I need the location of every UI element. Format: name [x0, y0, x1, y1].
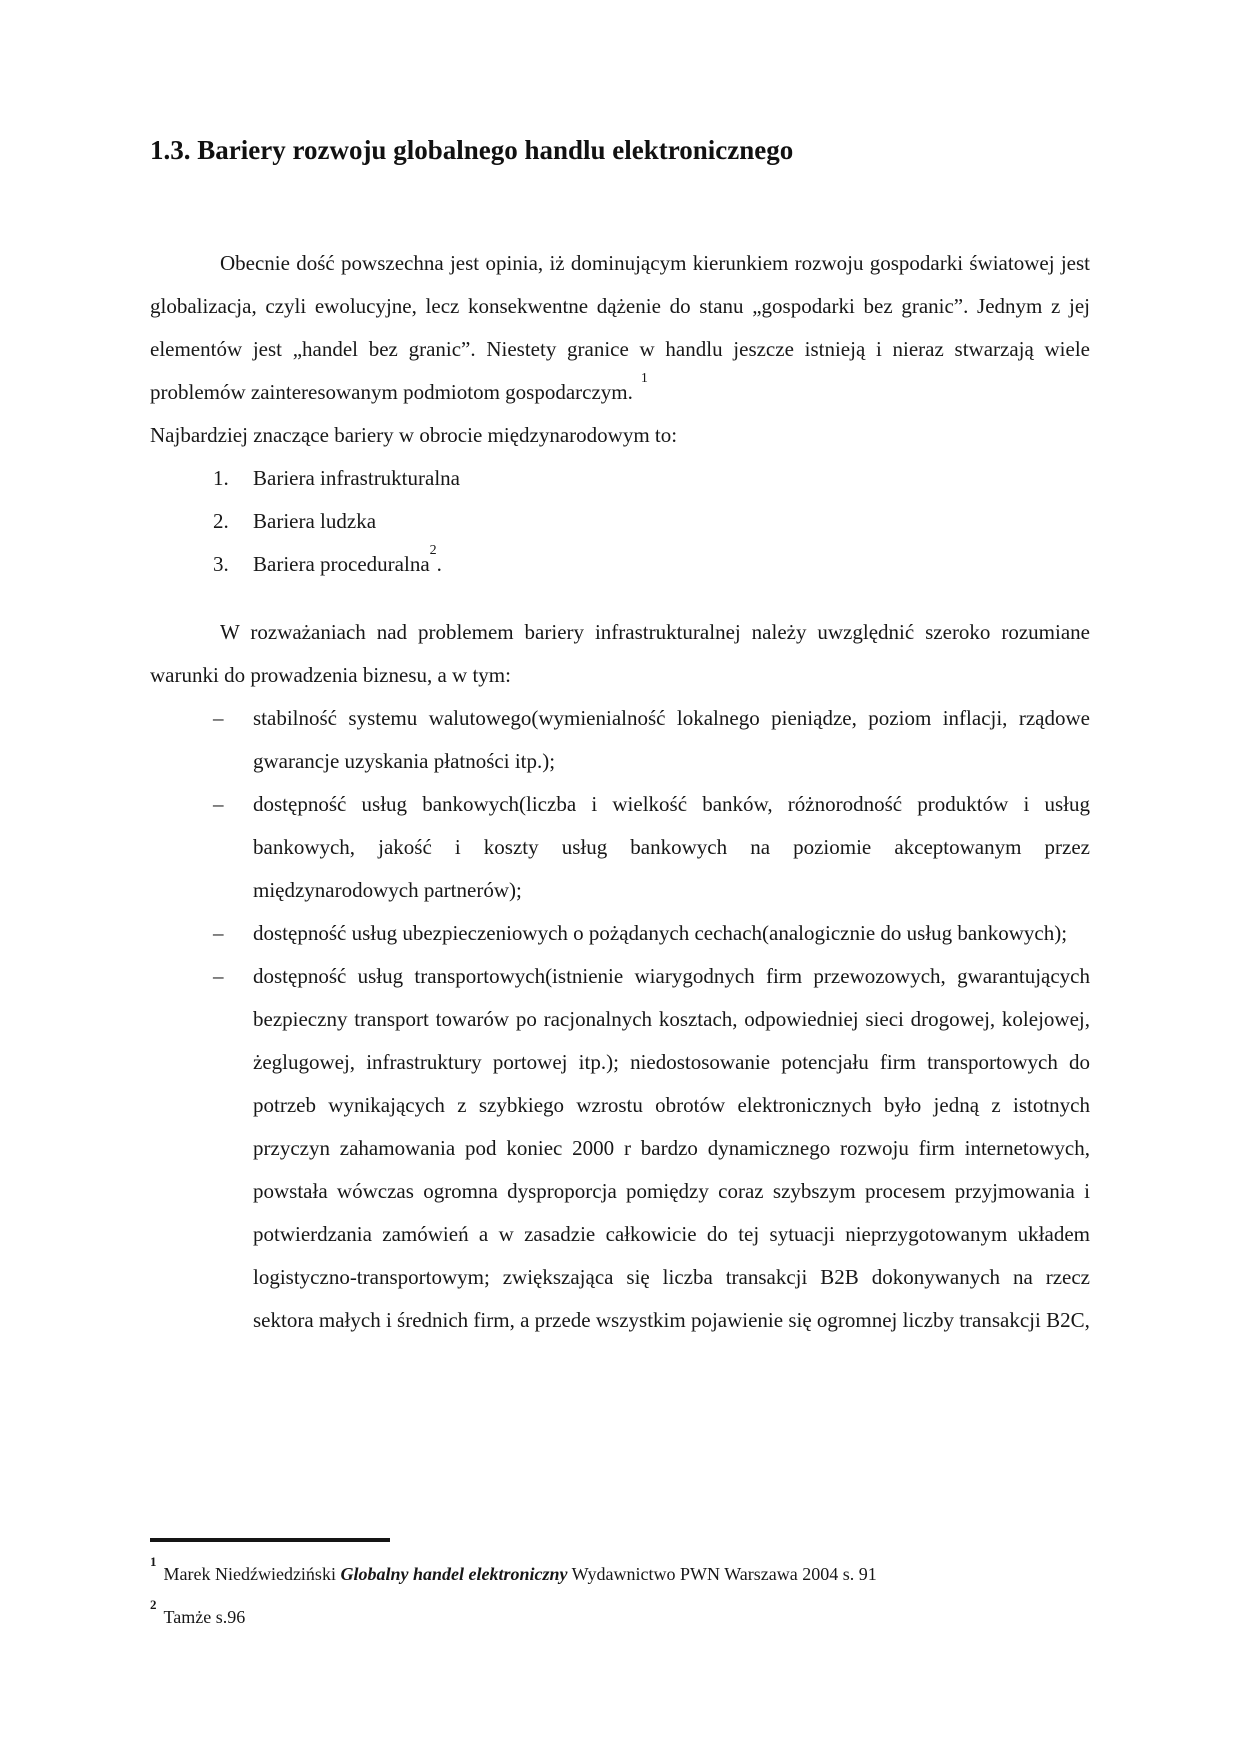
dash-marker: – [213, 792, 224, 816]
dash-list-item-banking [150, 783, 1090, 912]
list-item-text: Bariera ludzka [253, 509, 377, 533]
list-item-text: dostępność usług ubezpieczeniowych o pożądanych cechach(analogicznie do usług bankowych); [253, 921, 1068, 945]
footnote-1-author: Marek Niedźwiedziński [163, 1564, 341, 1584]
list-item-text: Bariera proceduralna [253, 552, 430, 576]
footnotes-section [150, 1538, 1090, 1636]
numbered-list-item-3 [150, 543, 1090, 586]
list-number-marker: 3. [213, 552, 229, 576]
page-content [150, 132, 1090, 1342]
footnote-2-text: Tamże s.96 [163, 1607, 246, 1627]
footnote-ref-1: 1 [640, 371, 648, 386]
footnote-separator [150, 1538, 390, 1542]
dash-list [150, 697, 1090, 1342]
paragraph-intro [150, 242, 1090, 414]
dash-list-item-transport [150, 955, 1090, 1342]
footnote-1-marker: 1 [150, 1554, 157, 1569]
list-number-marker: 2. [213, 509, 229, 533]
footnote-1-book-title: Globalny handel elektroniczny [340, 1564, 568, 1584]
list-number-marker: 1. [213, 466, 229, 490]
footnote-1-publisher: Wydawnictwo PWN Warszawa 2004 s. 91 [567, 1564, 877, 1584]
dash-list-item-insurance [150, 912, 1090, 955]
paragraph-barriers-lead: Najbardziej znaczące bariery w obrocie międzynarodowym to: [150, 423, 678, 447]
numbered-list-item-2 [150, 500, 1090, 543]
list-item-text: stabilność systemu walutowego(wymienialność lokalnego pieniądze, poziom inflacji, rządowe gwarancje uzyskania płatności itp.); [253, 706, 1090, 773]
dash-list-item-currency [150, 697, 1090, 783]
numbered-list-item-1 [150, 457, 1090, 500]
dash-marker: – [213, 706, 224, 730]
list-item-text: dostępność usług transportowych(istnienie wiarygodnych firm przewozowych, gwarantujących bezpieczny transport towarów po racjonalnych kosztach, odpowiedniej sieci drogowej, kolejowej, żeglugowej, infrastruktury portowej itp.); niedostosowanie potencjału firm transportowych do potrzeb wynikających z szybkiego wzrostu obrotów elektronicznych było jedną z istotnych przyczyn zahamowania pod koniec 2000 r bardzo dynamicznego rozwoju firm internetowych, powstała wówczas ogromna dysproporcja pomiędzy coraz szybszym procesem przyjmowania i potwierdzania zamówień a w zasadzie całkowicie do tej sytuacji nieprzygotowanym układem logistyczno-transportowym; zwiększająca się liczba transakcji B2B dokonywanych na rzecz sektora małych i średnich firm, a przede wszystkim pojawienie się ogromnej liczby transakcji B2C, [253, 964, 1090, 1332]
numbered-list [150, 457, 1090, 586]
dash-marker: – [213, 921, 224, 945]
list-item-suffix: . [436, 552, 442, 576]
paragraph-intro-text: Obecnie dość powszechna jest opinia, iż dominującym kierunkiem rozwoju gospodarki światowej jest globalizacja, czyli ewolucyjne, lecz konsekwentne dążenie do stanu „gospodarki bez granic”. Jednym z jej elementów jest „handel bez granic”. Niestety granice w handlu jeszcze istnieją i nieraz stwarzają wiele problemów zainteresowanym podmiotom gospodarczym. [150, 251, 1090, 404]
footnote-ref-2: 2 [429, 543, 437, 558]
footnote-1 [150, 1550, 1090, 1593]
paragraph-considerations: W rozważaniach nad problemem bariery infrastrukturalnej należy uwzględnić szeroko rozumiane warunki do prowadzenia biznesu, a w tym: [150, 620, 1090, 687]
footnote-2 [150, 1593, 1090, 1636]
list-item-text: Bariera infrastrukturalna [253, 466, 460, 490]
footnote-2-marker: 2 [150, 1597, 157, 1612]
section-heading: 1.3. Bariery rozwoju globalnego handlu elektronicznego [150, 135, 794, 165]
list-item-text: dostępność usług bankowych(liczba i wielkość banków, różnorodność produktów i usług bankowych, jakość i koszty usług bankowych na poziomie akceptowanym przez międzynarodowych partnerów); [253, 792, 1090, 902]
dash-marker: – [213, 964, 224, 988]
